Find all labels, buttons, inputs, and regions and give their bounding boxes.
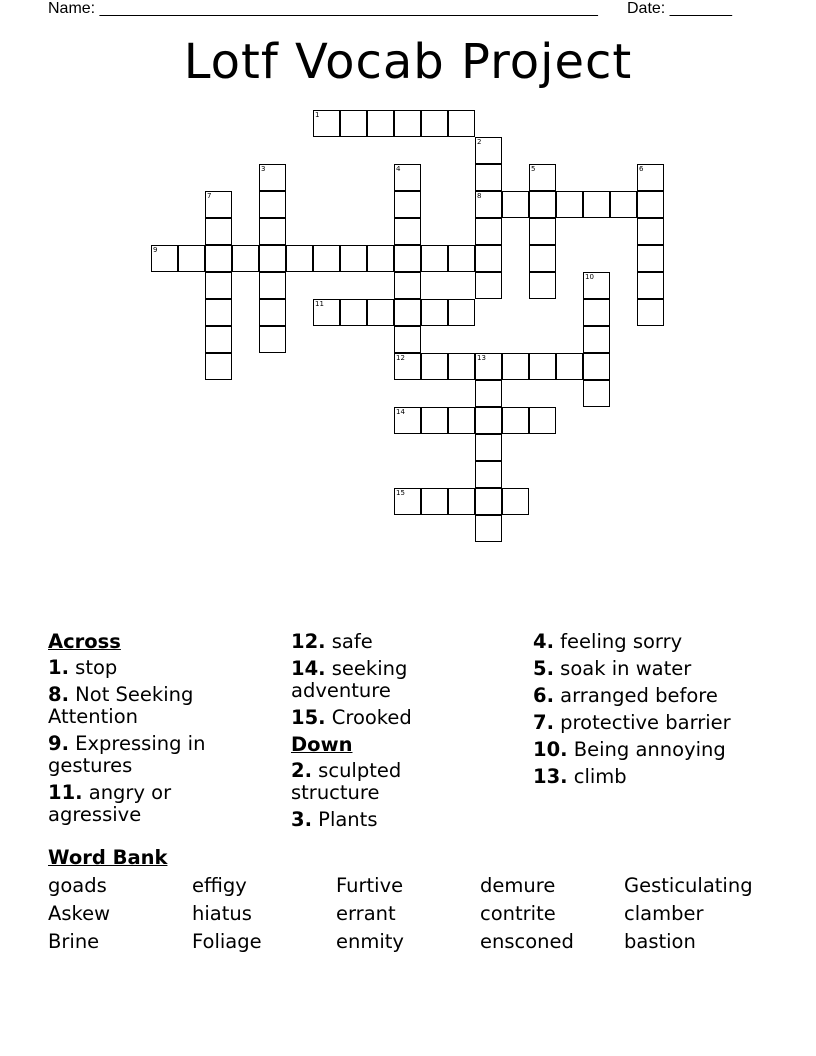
crossword-cell[interactable]: [205, 245, 232, 272]
crossword-cell[interactable]: [367, 299, 394, 326]
clue-item: [291, 707, 491, 729]
clue-text: angry or agressive: [48, 781, 172, 826]
clue-item: [291, 658, 491, 702]
crossword-cell[interactable]: [502, 488, 529, 515]
crossword-cell[interactable]: [475, 245, 502, 272]
clue-number-label: 12.: [291, 630, 326, 653]
clue-text: climb: [567, 765, 627, 788]
clue-number: 15: [396, 489, 405, 497]
clue-number-label: 5.: [533, 657, 554, 680]
clue-number: 3: [261, 165, 266, 173]
crossword-cell[interactable]: [421, 110, 448, 137]
crossword-cell[interactable]: [529, 407, 556, 434]
word-bank-item: ensconed: [480, 930, 574, 953]
word-bank-item: enmity: [336, 930, 404, 953]
clue-text: protective barrier: [553, 711, 731, 734]
crossword-cell[interactable]: [529, 218, 556, 245]
crossword-cell[interactable]: [313, 299, 340, 326]
crossword-cell[interactable]: [475, 515, 502, 542]
clue-number-label: 14.: [291, 657, 326, 680]
crossword-cell[interactable]: [475, 191, 502, 218]
crossword-cell[interactable]: [421, 407, 448, 434]
crossword-cell[interactable]: [529, 164, 556, 191]
clue-column-2: [291, 631, 491, 836]
crossword-cell[interactable]: [637, 164, 664, 191]
crossword-cell[interactable]: [556, 353, 583, 380]
clue-item: [291, 631, 491, 653]
crossword-cell[interactable]: [421, 353, 448, 380]
word-bank-item: errant: [336, 902, 396, 925]
crossword-cell[interactable]: [394, 272, 421, 299]
crossword-cell[interactable]: [583, 191, 610, 218]
word-bank-item: demure: [480, 874, 556, 897]
page-title: Lotf Vocab Project: [183, 34, 633, 90]
crossword-cell[interactable]: [340, 245, 367, 272]
clue-column-1: [48, 631, 248, 831]
crossword-cell[interactable]: [340, 299, 367, 326]
crossword-cell[interactable]: [367, 110, 394, 137]
crossword-cell[interactable]: [394, 245, 421, 272]
clue-text: arranged before: [553, 684, 718, 707]
clue-text: Not Seeking Attention: [48, 683, 194, 728]
clue-number-label: 11.: [48, 781, 83, 804]
crossword-cell[interactable]: [637, 218, 664, 245]
clue-text: sculpted structure: [291, 759, 402, 804]
crossword-cell[interactable]: [529, 353, 556, 380]
crossword-cell[interactable]: [205, 326, 232, 353]
name-field-label: Name: ________________________________________________________: [48, 0, 598, 17]
word-bank-heading: Word Bank: [48, 846, 168, 869]
crossword-cell[interactable]: [475, 461, 502, 488]
clue-text: soak in water: [553, 657, 692, 680]
crossword-cell[interactable]: [448, 353, 475, 380]
crossword-cell[interactable]: [205, 299, 232, 326]
crossword-cell[interactable]: [286, 245, 313, 272]
clue-text: seeking adventure: [291, 657, 408, 702]
clue-text: stop: [68, 656, 118, 679]
clue-item: [48, 657, 248, 679]
crossword-cell[interactable]: [313, 245, 340, 272]
clue-number: 11: [315, 300, 324, 308]
word-bank-item: effigy: [192, 874, 247, 897]
clue-number: 1: [315, 111, 320, 119]
clue-number-label: 3.: [291, 808, 312, 831]
word-bank-item: Gesticulating: [624, 874, 753, 897]
crossword-cell[interactable]: [610, 191, 637, 218]
word-bank-item: goads: [48, 874, 107, 897]
crossword-cell[interactable]: [394, 353, 421, 380]
crossword-cell[interactable]: [529, 245, 556, 272]
clue-item: [48, 782, 248, 826]
clue-item: [291, 809, 491, 831]
crossword-cell[interactable]: [394, 164, 421, 191]
crossword-cell[interactable]: [448, 407, 475, 434]
crossword-cell[interactable]: [637, 191, 664, 218]
clue-item: [533, 685, 773, 707]
clue-item: [533, 712, 773, 734]
crossword-cell[interactable]: [394, 299, 421, 326]
crossword-cell[interactable]: [529, 272, 556, 299]
crossword-cell[interactable]: [475, 137, 502, 164]
crossword-cell[interactable]: [259, 245, 286, 272]
crossword-cell[interactable]: [448, 110, 475, 137]
clue-number: 13: [477, 354, 486, 362]
clue-number-label: 1.: [48, 656, 69, 679]
crossword-cell[interactable]: [259, 164, 286, 191]
crossword-cell[interactable]: [475, 380, 502, 407]
clue-number: 12: [396, 354, 405, 362]
clue-text: Being annoying: [567, 738, 726, 761]
crossword-cell[interactable]: [394, 326, 421, 353]
clue-section-heading: Across: [48, 630, 121, 653]
word-bank-item: bastion: [624, 930, 696, 953]
clue-item: [48, 684, 248, 728]
crossword-cell[interactable]: [205, 272, 232, 299]
crossword-cell[interactable]: [178, 245, 205, 272]
crossword-cell[interactable]: [259, 218, 286, 245]
crossword-cell[interactable]: [475, 488, 502, 515]
crossword-cell[interactable]: [583, 353, 610, 380]
crossword-cell[interactable]: [205, 353, 232, 380]
crossword-cell[interactable]: [421, 299, 448, 326]
crossword-cell[interactable]: [448, 488, 475, 515]
crossword-cell[interactable]: [205, 191, 232, 218]
crossword-cell[interactable]: [232, 245, 259, 272]
crossword-cell[interactable]: [475, 407, 502, 434]
clue-item: [533, 631, 773, 653]
clue-text: feeling sorry: [553, 630, 683, 653]
crossword-cell[interactable]: [583, 272, 610, 299]
crossword-cell[interactable]: [394, 407, 421, 434]
clue-number: 6: [639, 165, 644, 173]
clue-number-label: 4.: [533, 630, 554, 653]
crossword-cell[interactable]: [475, 218, 502, 245]
clue-text: Crooked: [325, 706, 412, 729]
clue-number-label: 7.: [533, 711, 554, 734]
crossword-cell[interactable]: [421, 488, 448, 515]
crossword-cell[interactable]: [502, 407, 529, 434]
clue-number: 7: [207, 192, 212, 200]
clue-text: Expressing in gestures: [48, 732, 206, 777]
word-bank-item: Brine: [48, 930, 100, 953]
crossword-cell[interactable]: [502, 353, 529, 380]
clue-text: Plants: [311, 808, 378, 831]
clue-number-label: 2.: [291, 759, 312, 782]
clue-text: safe: [325, 630, 373, 653]
clue-column-3: [533, 631, 773, 793]
clue-number: 8: [477, 192, 482, 200]
crossword-cell[interactable]: [529, 191, 556, 218]
crossword-cell[interactable]: [583, 326, 610, 353]
clue-item: [291, 760, 491, 804]
clue-number: 14: [396, 408, 405, 416]
crossword-cell[interactable]: [394, 218, 421, 245]
crossword-cell[interactable]: [394, 191, 421, 218]
word-bank-item: Foliage: [192, 930, 262, 953]
clue-item: [533, 739, 773, 761]
crossword-cell[interactable]: [556, 191, 583, 218]
clue-number: 10: [585, 273, 594, 281]
clue-number: 2: [477, 138, 482, 146]
clue-number-label: 13.: [533, 765, 568, 788]
word-bank-item: hiatus: [192, 902, 252, 925]
crossword-cell[interactable]: [367, 245, 394, 272]
crossword-cell[interactable]: [448, 245, 475, 272]
crossword-cell[interactable]: [637, 272, 664, 299]
crossword-cell[interactable]: [637, 299, 664, 326]
clue-number-label: 9.: [48, 732, 69, 755]
clue-number: 9: [153, 246, 158, 254]
crossword-cell[interactable]: [340, 110, 367, 137]
clue-number: 5: [531, 165, 536, 173]
crossword-cell[interactable]: [502, 191, 529, 218]
clue-number-label: 10.: [533, 738, 568, 761]
clue-item: [533, 658, 773, 680]
crossword-cell[interactable]: [205, 218, 232, 245]
clue-number-label: 8.: [48, 683, 69, 706]
crossword-cell[interactable]: [583, 380, 610, 407]
crossword-cell[interactable]: [475, 434, 502, 461]
clue-number: 4: [396, 165, 401, 173]
crossword-cell[interactable]: [151, 245, 178, 272]
word-bank-item: clamber: [624, 902, 704, 925]
crossword-cell[interactable]: [259, 326, 286, 353]
crossword-cell[interactable]: [394, 488, 421, 515]
clue-section-heading: Down: [291, 733, 353, 756]
crossword-cell[interactable]: [313, 110, 340, 137]
date-field-label: Date: _______: [627, 0, 732, 17]
crossword-cell[interactable]: [394, 110, 421, 137]
crossword-cell[interactable]: [583, 299, 610, 326]
crossword-cell[interactable]: [259, 299, 286, 326]
crossword-cell[interactable]: [637, 245, 664, 272]
crossword-cell[interactable]: [421, 245, 448, 272]
crossword-cell[interactable]: [259, 191, 286, 218]
clue-item: [533, 766, 773, 788]
crossword-cell[interactable]: [475, 164, 502, 191]
crossword-cell[interactable]: [448, 299, 475, 326]
word-bank-item: Askew: [48, 902, 111, 925]
crossword-cell[interactable]: [475, 272, 502, 299]
clue-number-label: 15.: [291, 706, 326, 729]
clue-item: [48, 733, 248, 777]
word-bank-item: Furtive: [336, 874, 404, 897]
word-bank-item: contrite: [480, 902, 556, 925]
crossword-cell[interactable]: [475, 353, 502, 380]
crossword-cell[interactable]: [259, 272, 286, 299]
clue-number-label: 6.: [533, 684, 554, 707]
